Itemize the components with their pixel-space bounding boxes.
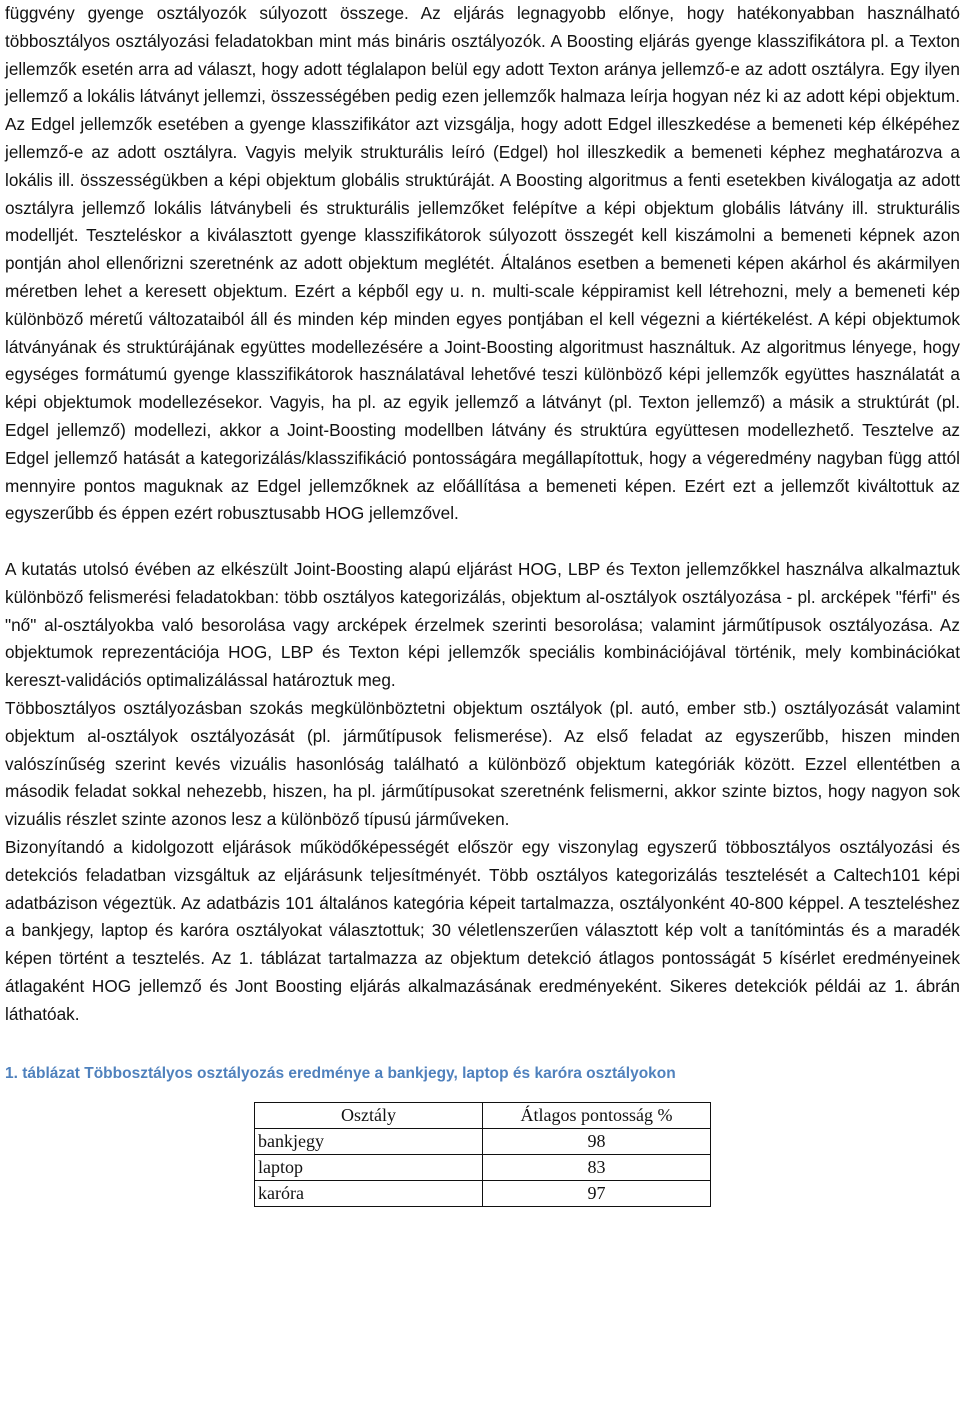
- table-caption: 1. táblázat Többosztályos osztályozás eredménye a bankjegy, laptop és karóra osztályokon: [5, 1065, 676, 1083]
- paragraph-research: A kutatás utolsó évében az elkészült Joint-Boosting alapú eljárást HOG, LBP és Texton jellemzőkkel használva alkalmaztuk különböző felismerési feladatokban: több osztályos kategorizálás, objektum al-osztályok osztályozása - pl. arcképek "férfi" és "nő" al-osztályokba való besorolása vagy arcképek érzelmek szerinti besorolása; valamint járműtípusok osztályozása. Az objektumok reprezentációja HOG, LBP és Texton képi jellemzők speciális kombinációjával történik, mely kombinációkat kereszt-validációs optimalizálással határoztuk meg.: [5, 558, 960, 691]
- results-table-wrap: [254, 1102, 711, 1207]
- results-table: [254, 1102, 711, 1207]
- header-class: Osztály: [255, 1103, 483, 1129]
- cell-class: karóra: [255, 1181, 483, 1207]
- cell-accuracy: 83: [483, 1155, 711, 1181]
- paragraph-evaluation: Bizonyítandó a kidolgozott eljárások működőképességét először egy viszonylag egyszerű többosztályos osztályozási és detekciós feladatban vizsgáltuk az eljárásunk teljesítményét. Több osztályos kategorizálás tesztelését a Caltech101 képi adatbázison végeztük. Az adatbázis 101 általános kategória képeit tartalmazza, osztályonként 40-800 képpel. A teszteléshez a bankjegy, laptop és karóra osztályokat választottuk; 30 véletlenszerűen választott kép volt a tanítómintás és a maradék képen történt a tesztelés. Az 1. táblázat tartalmazza az objektum detekció átlagos pontosságát 5 kísérlet eredményeinek átlagaként HOG jellemző és Jont Boosting eljárás alkalmazásának eredményeként. Sikeres detekciók példái az 1. ábrán láthatóak.: [5, 836, 960, 1024]
- table-header-row: [255, 1103, 711, 1129]
- cell-class: laptop: [255, 1155, 483, 1181]
- table-row: [255, 1181, 711, 1207]
- header-accuracy: Átlagos pontosság %: [483, 1103, 711, 1129]
- cell-accuracy: 97: [483, 1181, 711, 1207]
- paragraph-multiclass: Többosztályos osztályozásban szokás megkülönböztetni objektum osztályok (pl. autó, ember stb.) osztályozását valamint objektum al-osztályok osztályozását (pl. járműtípusok felismerése). Az első feladat az egyszerűbb, hiszen minden valószínűség szerint kevés vizuális hasonlóság található a különböző objektum kategóriák között. Ezzel ellentétben a második feladat sokkal nehezebb, hiszen, ha pl. járműtípusokat szeretnénk felismerni, akkor szinte biztos, hogy nagyon sok vizuális részlet szinte azonos lesz a különböző típusú járműveken.: [5, 697, 960, 830]
- table-row: [255, 1155, 711, 1181]
- document-page: [5, 0, 960, 1207]
- paragraph-boosting: függvény gyenge osztályozók súlyozott összege. Az eljárás legnagyobb előnye, hogy hatékonyabban használható többosztályos osztályozási feladatokban mint más bináris osztályozók. A Boosting eljárás gyenge klasszifikátora pl. a Texton jellemzők esetén arra ad választ, hogy adott téglalapon belül egy adott Texton aránya jellemző-e az adott osztályra. Egy ilyen jellemző a lokális látványt jellemzi, összességében pedig ezen jellemzők halmaza leírja hogyan néz ki az adott képi objektum. Az Edgel jellemzők esetében a gyenge klasszifikátor azt vizsgálja, hogy adott Edgel illeszkedése a bemeneti kép élképéhez jellemző-e az adott osztályra. Vagyis melyik strukturális leíró (Edgel) hol illeszkedik a bemeneti képhez meghatározva a lokális ill. összességükben a képi objektum globális struktúráját. A Boosting algoritmus a fenti esetekben kiválogatja az adott osztályra jellemző lokális látványbeli és strukturális jellemzőket felépítve a képi objektum globális látvány ill. strukturális modelljét. Teszteléskor a kiválasztott gyenge klasszifikátorok súlyozott összegét kell kiszámolni a bemeneti képnek azon pontján ahol ellenőrizni szeretnénk az adott objektum meglétét. Általános esetben a bemeneti képen akárhol és akármilyen méretben lehet a keresett objektum. Ezért a képből egy u. n. multi-scale képpiramist kell létrehozni, mely a bemeneti kép különböző méretű változataiból áll és minden kép minden egyes pontjában el kell végezni a kiértékelést. A képi objektumok látványának és struktúrájának együttes modellezésére a Joint-Boosting algoritmust használtuk. Az algoritmus lényege, hogy egységes formátumú gyenge klasszifikátorok használatával lehetővé teszi különböző képi jellemzők együttes használatát a képi objektumok modellezésekor. Vagyis, ha pl. az egyik jellemző a látványt (pl. Texton jellemző) a másik a struktúrát (pl. Edgel jellemző) modellezi, akkor a Joint-Boosting modellben látvány és struktúra együttesen modellezhető. Tesztelve az Edgel jellemző hatását a kategorizálás/klasszifikáció pontosságára megállapítottuk, hogy a végeredmény nagyban függ attól mennyire pontos maguknak az Edgel jellemzőknek az előállítása a bemeneti képen. Ezért ezt a jellemzőt kiváltottuk az egyszerűbb és éppen ezért robusztusabb HOG jellemzővel.: [5, 3, 960, 524]
- cell-class: bankjegy: [255, 1129, 483, 1155]
- cell-accuracy: 98: [483, 1129, 711, 1155]
- table-row: [255, 1129, 711, 1155]
